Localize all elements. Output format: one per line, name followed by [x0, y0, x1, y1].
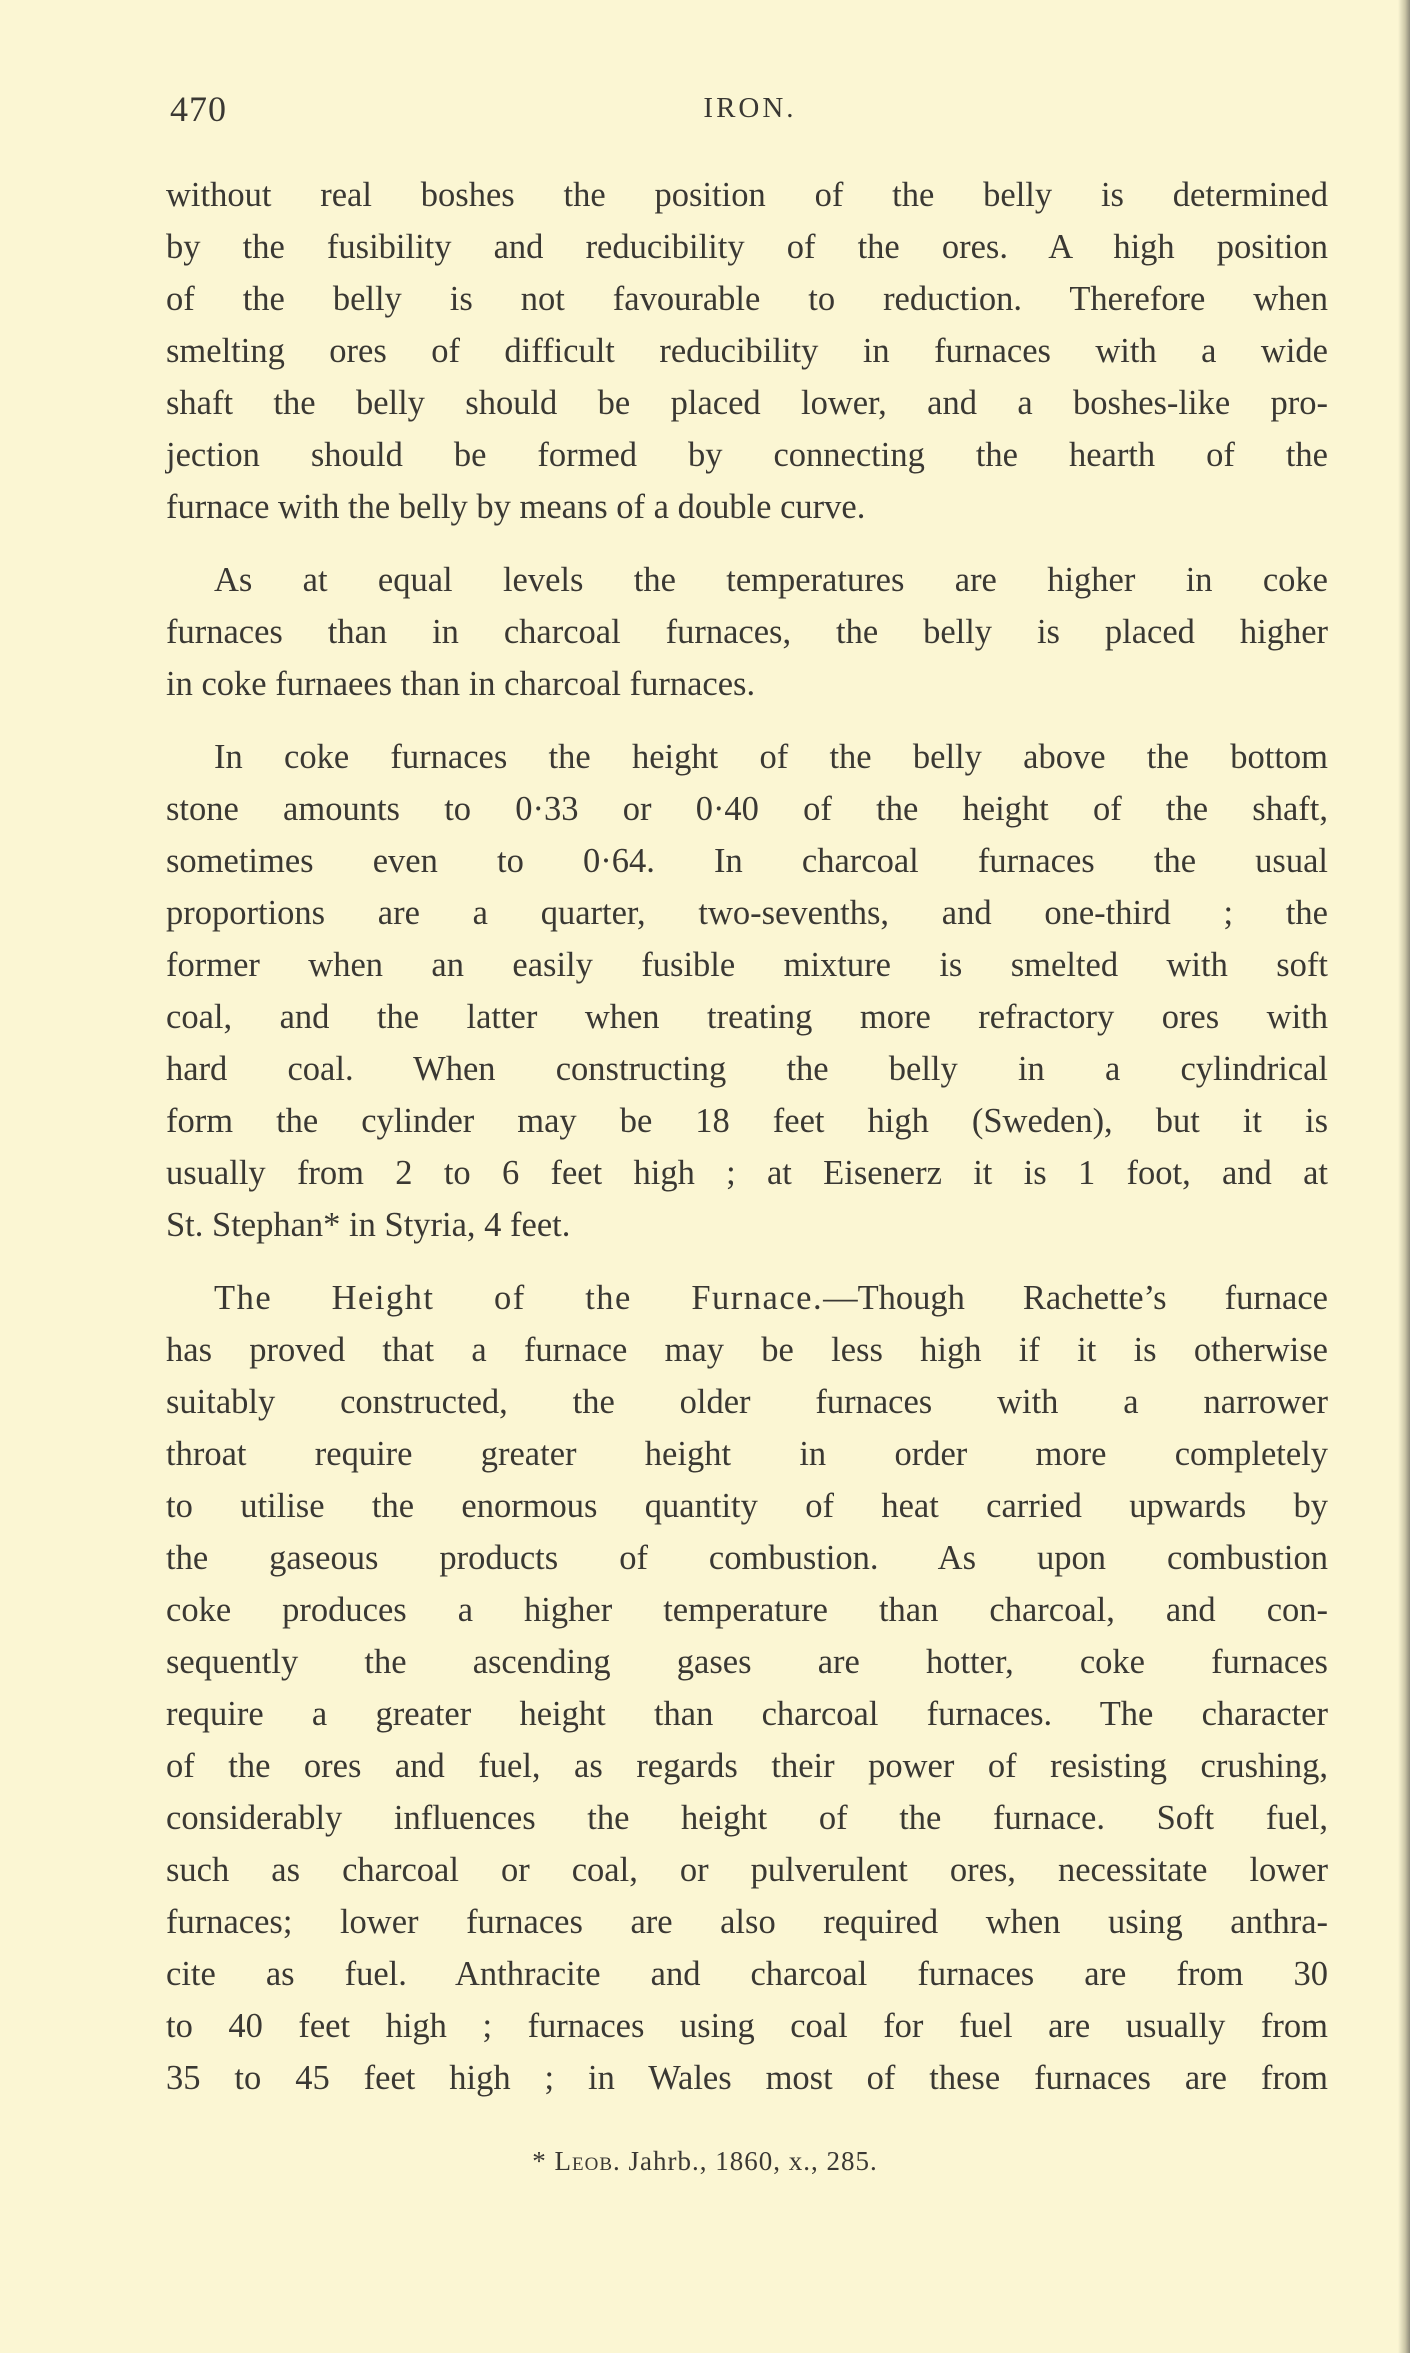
text-line: form the cylinder may be 18 feet high (Sweden), but it is [166, 1102, 1328, 1140]
text-line: proportions are a quarter, two-sevenths, and one-third ; the [166, 894, 1328, 932]
page-edge-shadow [1398, 0, 1410, 2353]
text-line: of the belly is not favourable to reduction. Therefore when [166, 280, 1328, 318]
text-line: of the ores and fuel, as regards their power of resisting crushing, [166, 1747, 1328, 1785]
text-run: —Though Rachette’s furnace [823, 1279, 1328, 1317]
text-line: coke produces a higher temperature than charcoal, and con- [166, 1591, 1328, 1629]
text-line: in coke furnaees than in charcoal furnaces. [166, 665, 756, 703]
running-head: IRON. [703, 92, 797, 124]
text-line: without real boshes the position of the belly is determined [166, 176, 1328, 214]
text-line [166, 1272, 1328, 1324]
text-line: by the fusibility and reducibility of the ores. A high position [166, 228, 1328, 266]
text-line: considerably influences the height of the furnace. Soft fuel, [166, 1799, 1328, 1837]
text-line: 35 to 45 feet high ; in Wales most of these furnaces are from [166, 2059, 1328, 2097]
footnote [0, 2146, 1410, 2177]
text-line: to 40 feet high ; furnaces using coal for fuel are usually from [166, 2007, 1328, 2045]
body-text [166, 169, 1328, 2125]
text-line: In coke furnaces the height of the belly above the bottom [214, 738, 1328, 776]
text-line: hard coal. When constructing the belly in a cylindrical [166, 1050, 1328, 1088]
text-line: St. Stephan* in Styria, 4 feet. [166, 1206, 571, 1244]
text-line: jection should be formed by connecting the hearth of the [166, 436, 1328, 474]
text-line: suitably constructed, the older furnaces with a narrower [166, 1383, 1328, 1421]
paragraph-temperature-levels [166, 554, 1328, 710]
paragraph-belly-position [166, 169, 1328, 533]
text-line: usually from 2 to 6 feet high ; at Eisenerz it is 1 foot, and at [166, 1154, 1328, 1192]
footnote-source: Leob. [554, 2146, 621, 2176]
footnote-marker: * [532, 2146, 547, 2176]
text-line: furnaces than in charcoal furnaces, the belly is placed higher [166, 613, 1328, 651]
text-line: sometimes even to 0·64. In charcoal furnaces the usual [166, 842, 1328, 880]
page-header [170, 88, 1330, 138]
text-line: sequently the ascending gases are hotter, coke furnaces [166, 1643, 1328, 1681]
text-line: former when an easily fusible mixture is smelted with soft [166, 946, 1328, 984]
paragraph-belly-height [166, 731, 1328, 1251]
text-line: has proved that a furnace may be less high if it is otherwise [166, 1331, 1328, 1369]
text-line: cite as fuel. Anthracite and charcoal furnaces are from 30 [166, 1955, 1328, 1993]
text-line: require a greater height than charcoal furnaces. The character [166, 1695, 1328, 1733]
page-number: 470 [170, 89, 227, 129]
text-line: furnaces; lower furnaces are also required when using anthra- [166, 1903, 1328, 1941]
text-line: stone amounts to 0·33 or 0·40 of the height of the shaft, [166, 790, 1328, 828]
text-line: shaft the belly should be placed lower, and a boshes-like pro- [166, 384, 1328, 422]
text-line: the gaseous products of combustion. As upon combustion [166, 1539, 1328, 1577]
section-heading: The Height of the Furnace. [214, 1279, 824, 1317]
text-line: As at equal levels the temperatures are higher in coke [214, 561, 1328, 599]
paragraph-furnace-height [166, 1272, 1328, 2104]
text-line: furnace with the belly by means of a double curve. [166, 488, 866, 526]
text-line: throat require greater height in order more completely [166, 1435, 1328, 1473]
footnote-text: Jahrb., 1860, x., 285. [628, 2146, 878, 2176]
text-line: smelting ores of difficult reducibility in furnaces with a wide [166, 332, 1328, 370]
text-line: coal, and the latter when treating more refractory ores with [166, 998, 1328, 1036]
text-line: such as charcoal or coal, or pulverulent ores, necessitate lower [166, 1851, 1328, 1889]
text-line: to utilise the enormous quantity of heat carried upwards by [166, 1487, 1328, 1525]
